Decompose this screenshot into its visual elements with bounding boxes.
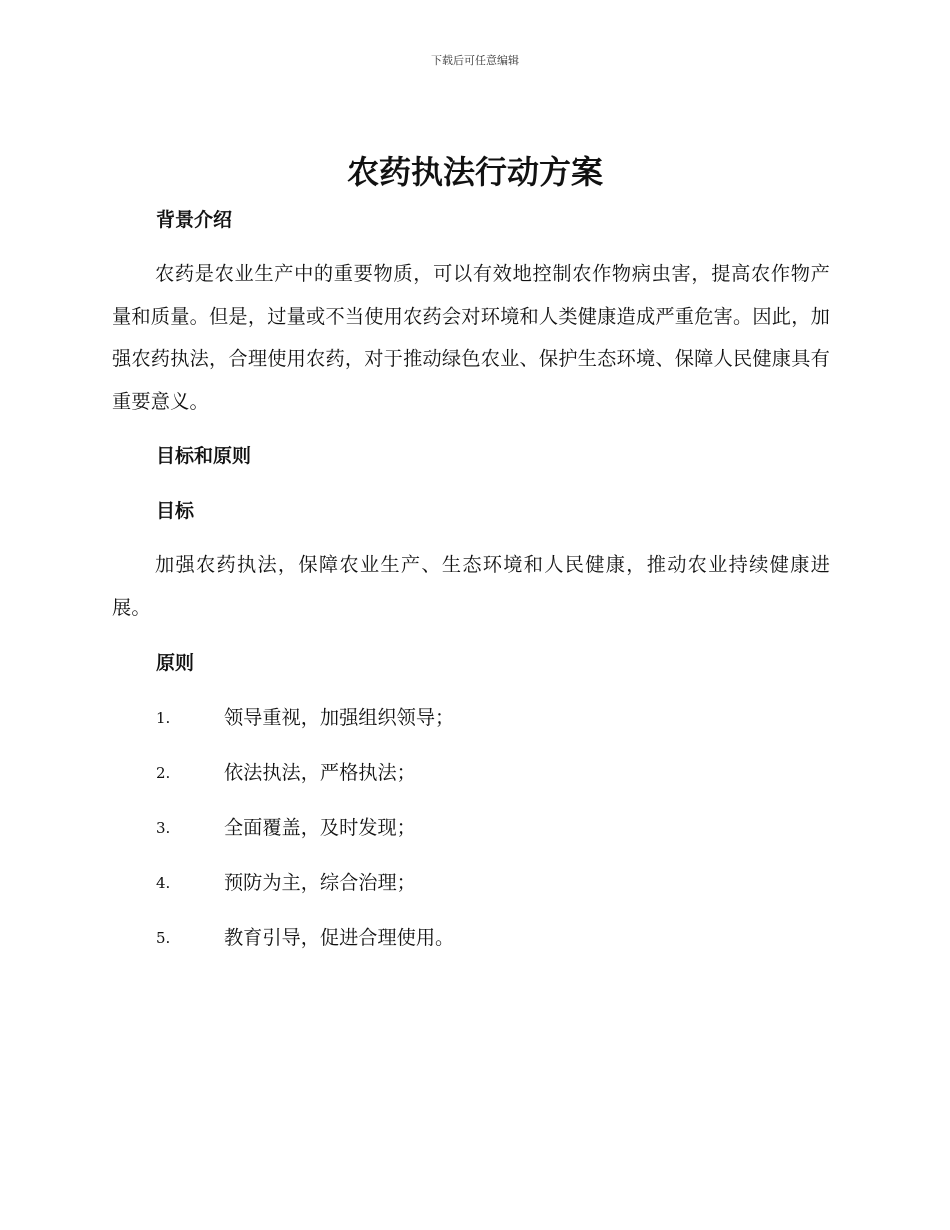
section-heading-principles: 原则 bbox=[156, 652, 195, 674]
list-item-text: 领导重视，加强组织领导； bbox=[224, 706, 455, 729]
list-item-text: 预防为主，综合治理； bbox=[224, 871, 416, 894]
list-item-number: 3. bbox=[156, 819, 171, 837]
goal-paragraph: 加强农药执法，保障农业生产、生态环境和人民健康，推动农业持续健康进展。 bbox=[112, 553, 830, 619]
section-heading-goals-principles: 目标和原则 bbox=[156, 445, 252, 467]
list-item bbox=[156, 759, 656, 787]
section-heading-goal: 目标 bbox=[156, 500, 195, 522]
background-paragraph: 农药是农业生产中的重要物质，可以有效地控制农作物病虫害，提高农作物产量和质量。但是，过量或不当使用农药会对环境和人类健康造成严重危害。因此，加强农药执法，合理使用农药，对于推动绿色农业、保护生态环境、保障人民健康具有重要意义。 bbox=[112, 262, 830, 413]
document-title: 农药执法行动方案 bbox=[346, 153, 603, 191]
list-item bbox=[156, 704, 656, 732]
list-item bbox=[156, 814, 656, 842]
list-item-number: 1. bbox=[156, 709, 171, 727]
section-heading-background: 背景介绍 bbox=[156, 209, 233, 231]
list-item bbox=[156, 924, 656, 952]
list-item-text: 依法执法，严格执法； bbox=[224, 761, 416, 784]
list-item-number: 5. bbox=[156, 929, 171, 947]
list-item bbox=[156, 869, 656, 897]
list-item-text: 全面覆盖，及时发现； bbox=[224, 816, 416, 839]
page-header-note: 下载后可任意编辑 bbox=[431, 54, 519, 67]
list-item-number: 4. bbox=[156, 874, 171, 892]
list-item-text: 教育引导，促进合理使用。 bbox=[224, 926, 455, 949]
list-item-number: 2. bbox=[156, 764, 171, 782]
